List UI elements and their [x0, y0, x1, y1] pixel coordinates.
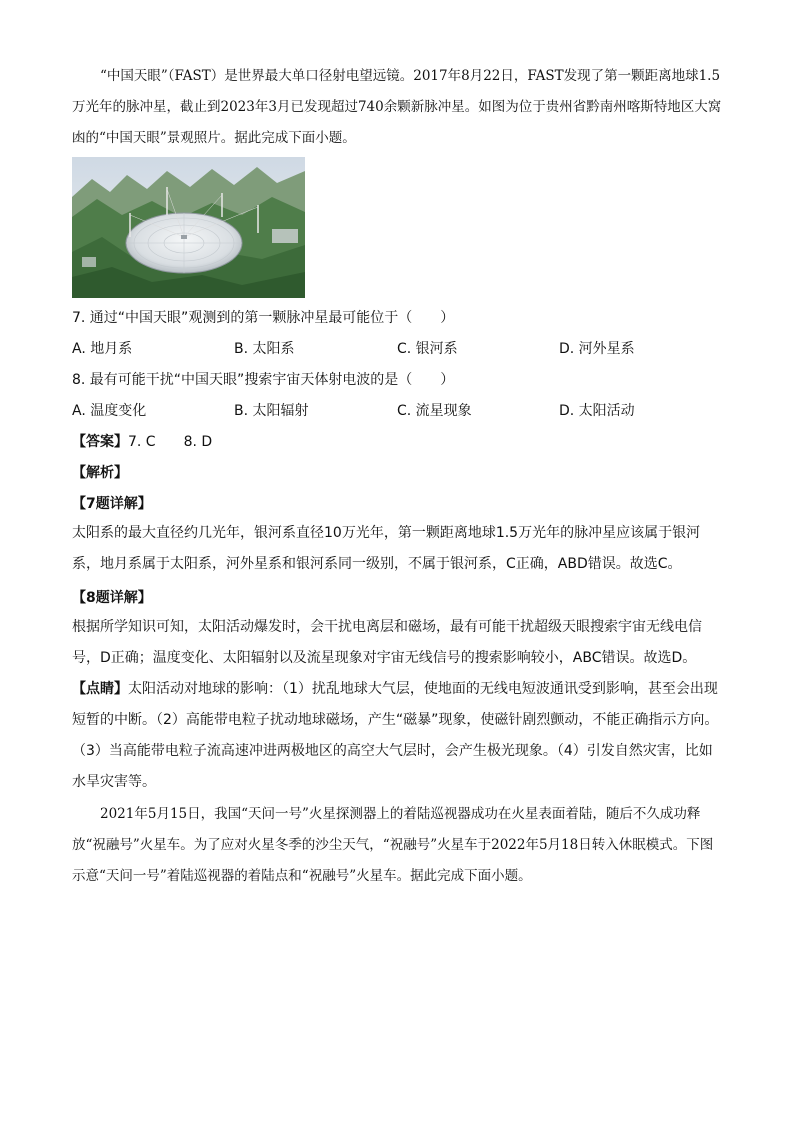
question-7-options	[72, 338, 722, 358]
q8-option-b[interactable]: B. 太阳辐射	[234, 403, 309, 419]
analysis-label: 【解析】	[72, 465, 128, 481]
q8-option-d[interactable]: D. 太阳活动	[559, 403, 635, 419]
fast-telescope-photo	[72, 157, 305, 298]
comment-block	[72, 674, 722, 798]
detail-7-text: 太阳系的最大直径约几光年，银河系直径10万光年，第一颗距离地球1.5万光年的脉冲星应该属于银河系，地月系属于太阳系，河外星系和银河系同一级别，不属于银河系，C正确，ABD错误。故选C。	[72, 525, 701, 572]
q7-option-c[interactable]: C. 银河系	[397, 341, 458, 357]
answer-value: 7. C 8. D	[128, 434, 213, 450]
q8-option-a[interactable]: A. 温度变化	[72, 403, 147, 419]
question-7-stem: 7. 通过“中国天眼”观测到的第一颗脉冲星最可能位于（ ）	[72, 310, 455, 326]
comment-label: 【点睛】	[72, 681, 128, 697]
intro-passage-fast: “中国天眼”（FAST）是世界最大单口径射电望远镜。2017年8月22日，FAST发现了第一颗距离地球1.5万光年的脉冲星，截止到2023年3月已发现超过740余颗新脉冲星。如图为位于贵州省黔南州喀斯特地区大窝凼的“中国天眼”景观照片。据此完成下面小题。	[72, 68, 722, 146]
question-8-stem: 8. 最有可能干扰“中国天眼”搜索宇宙天体射电波的是（ ）	[72, 372, 455, 388]
q8-option-c[interactable]: C. 流星现象	[397, 403, 472, 419]
detail-8-text: 根据所学知识可知，太阳活动爆发时，会干扰电离层和磁场，最有可能干扰超级天眼搜索宇宙无线电信号，D正确；温度变化、太阳辐射以及流星现象对宇宙无线信号的搜索影响较小，ABC错误。故选D。	[72, 619, 702, 666]
q7-option-a[interactable]: A. 地月系	[72, 341, 133, 357]
answer-line	[72, 431, 212, 451]
q7-option-d[interactable]: D. 河外星系	[559, 341, 635, 357]
intro-passage-mars: 2021年5月15日，我国“天问一号”火星探测器上的着陆巡视器成功在火星表面着陆，随后不久成功释放“祝融号”火星车。为了应对火星冬季的沙尘天气，“祝融号”火星车于2022年5月18日转入休眠模式。下图示意“天问一号”着陆巡视器的着陆点和“祝融号”火星车。据此完成下面小题。	[72, 806, 714, 884]
detail-8-label: 【8题详解】	[72, 590, 152, 606]
q7-option-b[interactable]: B. 太阳系	[234, 341, 295, 357]
comment-text: 太阳活动对地球的影响：（1）扰乱地球大气层，使地面的无线电短波通讯受到影响，甚至会出现短暂的中断。（2）高能带电粒子扰动地球磁场，产生“磁暴”现象，使磁针剧烈颤动，不能正确指示方向。（3）当高能带电粒子流高速冲进两极地区的高空大气层时，会产生极光现象。（4）引发自然灾害，比如水旱灾害等。	[72, 681, 719, 790]
question-8-options	[72, 400, 722, 420]
detail-7-label: 【7题详解】	[72, 496, 152, 512]
answer-label: 【答案】	[72, 434, 128, 450]
